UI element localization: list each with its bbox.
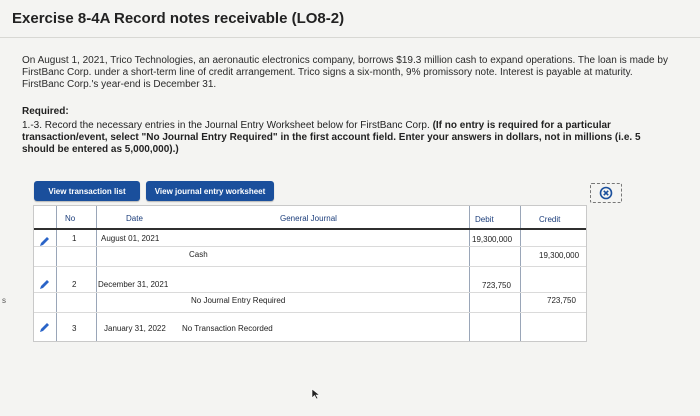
problem-description: On August 1, 2021, Trico Technologies, an aeronautic electronics company, borrows $19.3 million cash to expand operations. The loan is made by FirstBanc Corp. under a short-term line of credit arrangement. Trico signs a six-month, 9% promissory note. Interest is payable at maturity. FirstBanc Corp.'s year-end is December 31. <box>22 55 668 90</box>
edge-text: s <box>2 296 6 305</box>
required-prefix: 1.-3. Record the necessary entries in the Journal Entry Worksheet below for FirstBanc Corp. <box>22 120 430 131</box>
close-icon[interactable] <box>590 183 622 203</box>
row-1-entry-1-debit[interactable]: 19,300,000 <box>472 235 513 244</box>
row-2-entry-2-credit[interactable]: 723,750 <box>547 296 576 305</box>
row-2-number: 2 <box>72 280 77 289</box>
row-2-entry-1-debit[interactable]: 723,750 <box>482 281 511 290</box>
row-2-date[interactable]: December 31, 2021 <box>98 280 169 289</box>
row-3-entry-1-account[interactable]: No Transaction Recorded <box>182 324 273 333</box>
edit-pencil-icon[interactable] <box>38 278 50 290</box>
header-general-journal: General Journal <box>280 214 337 223</box>
exercise-title: Exercise 8-4A Record notes receivable (LO8-2) <box>12 10 345 27</box>
edit-pencil-icon[interactable] <box>38 321 50 333</box>
row-1-entry-2-credit[interactable]: 19,300,000 <box>539 251 580 260</box>
row-divider <box>34 292 586 293</box>
row-3-number: 3 <box>72 324 77 333</box>
row-1-date[interactable]: August 01, 2021 <box>101 234 160 243</box>
title-divider <box>0 37 700 38</box>
header-debit: Debit <box>475 215 494 224</box>
row-divider <box>34 312 586 313</box>
row-divider <box>34 246 586 247</box>
header-no: No <box>65 214 76 223</box>
row-1-number: 1 <box>72 234 77 243</box>
row-1-entry-2-account[interactable]: Cash <box>189 250 208 259</box>
view-journal-entry-worksheet-button[interactable]: View journal entry worksheet <box>146 181 274 201</box>
row-2-entry-2-account[interactable]: No Journal Entry Required <box>191 296 286 305</box>
row-divider <box>34 266 586 267</box>
journal-table <box>33 205 587 342</box>
mouse-cursor-icon <box>311 387 321 405</box>
required-instructions <box>22 120 672 156</box>
header-credit: Credit <box>539 215 561 224</box>
required-label: Required: <box>22 106 69 117</box>
view-transaction-list-button[interactable]: View transaction list <box>34 181 140 201</box>
row-3-date[interactable]: January 31, 2022 <box>104 324 166 333</box>
required-bold-note: (If no entry is required for a particular transaction/event, select "No Journal Entry Required" in the first account field. Enter your answers in dollars, not in millions (i.e. 5 should be entered as 5,000,000).) <box>22 120 641 155</box>
header-date: Date <box>126 214 143 223</box>
table-header <box>34 206 586 230</box>
